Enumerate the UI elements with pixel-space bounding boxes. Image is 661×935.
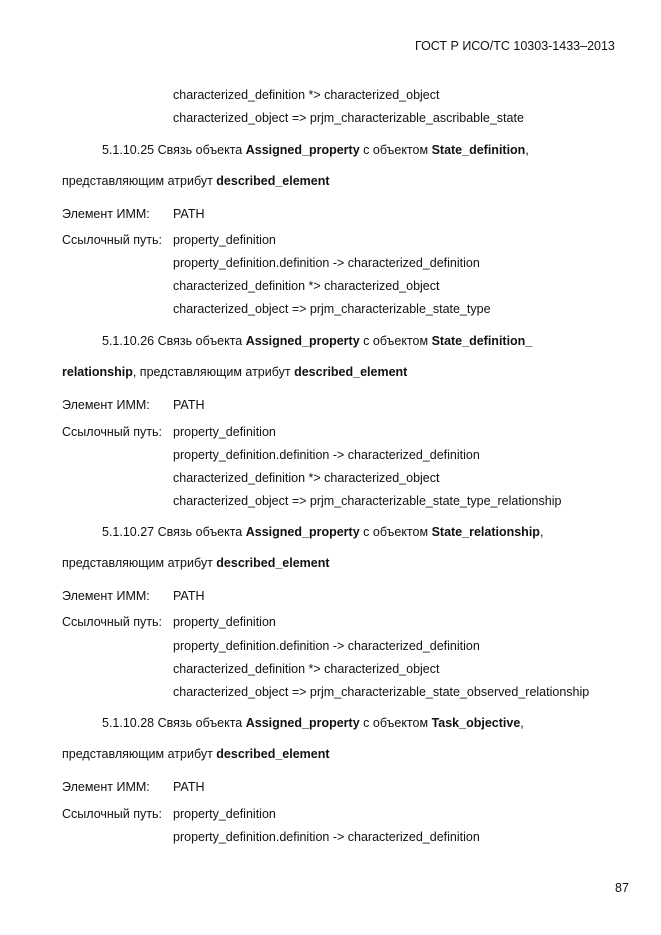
path-line: characterized_object => prjm_characterizable_state_type [173,302,491,316]
path-line: property_definition.definition -> characterized_definition [173,830,480,844]
section-heading-continuation: представляющим атрибут described_element [62,747,330,761]
section-heading: 5.1.10.27 Связь объекта Assigned_property с объектом State_relationship, [102,525,544,539]
element-label: Элемент ИММ: [62,207,150,221]
ref-path-label: Ссылочный путь: [62,233,162,247]
path-line: characterized_definition *> characterized_object [173,662,440,676]
path-line: characterized_definition *> characterized_object [173,88,440,102]
path-line: characterized_definition *> characterized_object [173,279,440,293]
path-line: characterized_definition *> characterized_object [173,471,440,485]
element-label: Элемент ИММ: [62,780,150,794]
path-line: property_definition [173,807,276,821]
ref-path-label: Ссылочный путь: [62,615,162,629]
path-line: property_definition.definition -> characterized_definition [173,448,480,462]
element-value: PATH [173,207,205,221]
element-value: PATH [173,398,205,412]
path-line: characterized_object => prjm_characterizable_state_type_relationship [173,494,562,508]
section-heading: 5.1.10.28 Связь объекта Assigned_property с объектом Task_objective, [102,716,524,730]
section-heading: 5.1.10.26 Связь объекта Assigned_property с объектом State_definition_ [102,334,533,348]
element-label: Элемент ИММ: [62,589,150,603]
ref-path-label: Ссылочный путь: [62,807,162,821]
section-heading: 5.1.10.25 Связь объекта Assigned_property с объектом State_definition, [102,143,529,157]
path-line: property_definition [173,425,276,439]
path-line: property_definition.definition -> characterized_definition [173,639,480,653]
path-line: characterized_object => prjm_characterizable_state_observed_relationship [173,685,590,699]
path-line: property_definition [173,233,276,247]
element-label: Элемент ИММ: [62,398,150,412]
section-heading-continuation: relationship, представляющим атрибут described_element [62,365,408,379]
element-value: PATH [173,589,205,603]
path-line: property_definition.definition -> characterized_definition [173,256,480,270]
element-value: PATH [173,780,205,794]
page-number: 87 [615,881,629,895]
document-header: ГОСТ Р ИСО/ТС 10303-1433–2013 [415,39,615,53]
section-heading-continuation: представляющим атрибут described_element [62,556,330,570]
path-line: property_definition [173,615,276,629]
ref-path-label: Ссылочный путь: [62,425,162,439]
path-line: characterized_object => prjm_characterizable_ascribable_state [173,111,524,125]
section-heading-continuation: представляющим атрибут described_element [62,174,330,188]
